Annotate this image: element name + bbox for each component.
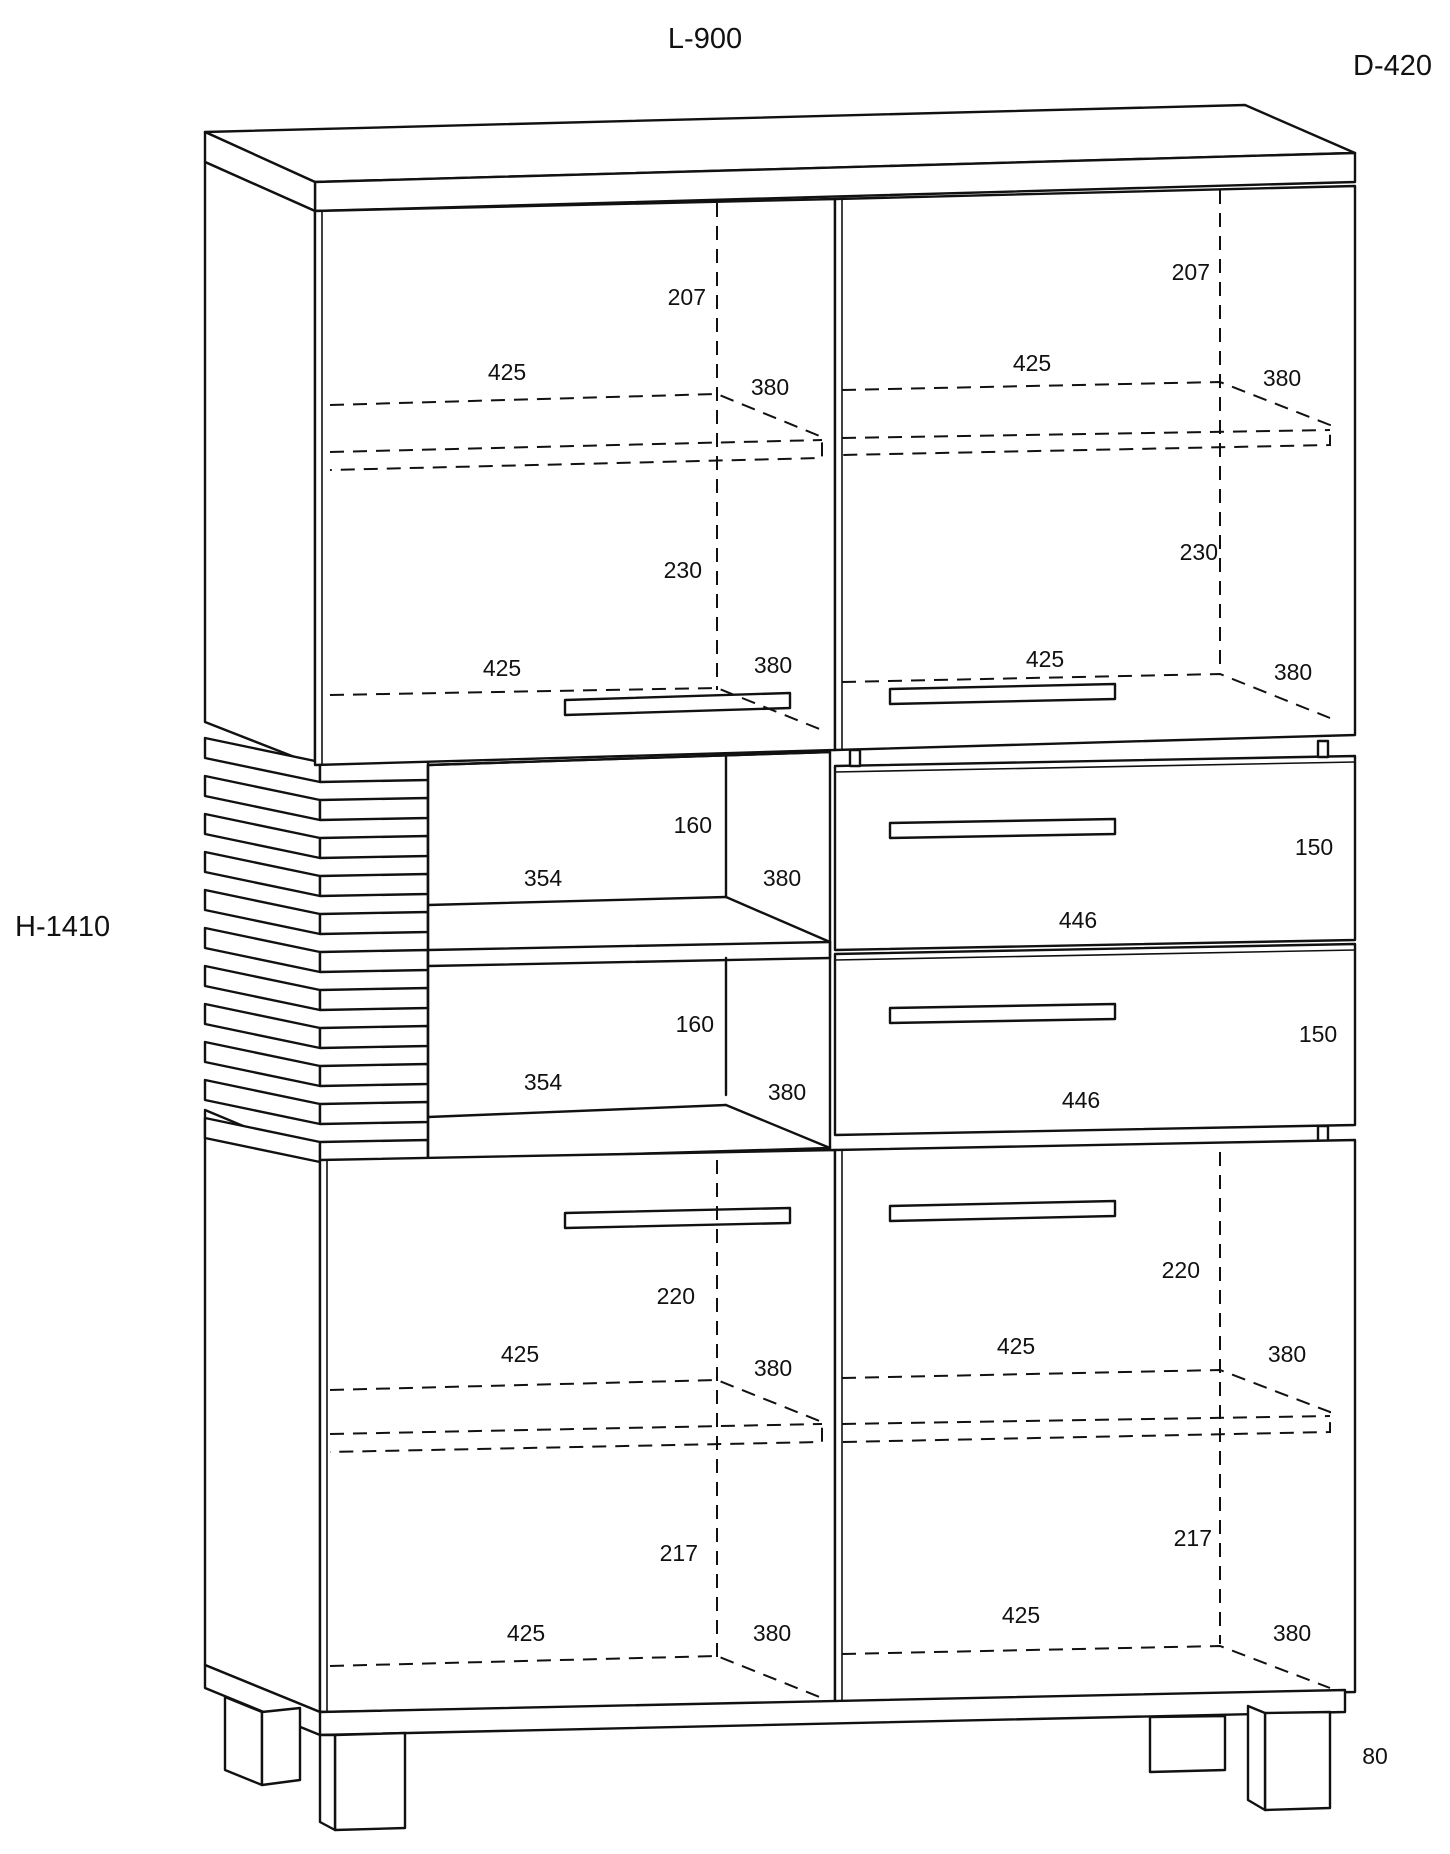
ur-shelf-width: 425 [1012, 350, 1052, 376]
ur-base-width: 425 [1025, 646, 1065, 672]
ur-top-height: 207 [1171, 259, 1210, 285]
slat-front [320, 950, 428, 972]
ul-shelf-depth: 380 [750, 374, 790, 400]
lr-top-height: 220 [1161, 1257, 1200, 1283]
ll-shelf-depth: 380 [753, 1355, 793, 1381]
height-label: H-1410 [15, 911, 111, 943]
open-upper-depth: 380 [762, 865, 802, 891]
slat-front [320, 988, 428, 1010]
slat-side [205, 966, 320, 1010]
slat-side [205, 852, 320, 896]
slat-side [205, 814, 320, 858]
slat-side [205, 890, 320, 934]
ur-bottom-height: 230 [1179, 539, 1218, 565]
leg-height-label: 80 [1362, 1743, 1388, 1769]
ur-shelf-depth: 380 [1262, 365, 1302, 391]
left-side-panel-lower [205, 1110, 320, 1712]
open-lower-depth: 380 [767, 1079, 807, 1105]
slat-side [205, 1042, 320, 1086]
open-upper-height: 160 [673, 812, 712, 838]
lr-shelf-depth: 380 [1267, 1341, 1307, 1367]
drawer-upper-height: 150 [1294, 834, 1334, 860]
lr-base-width: 425 [1001, 1602, 1041, 1628]
ul-top-height: 207 [667, 284, 706, 310]
lr-shelf-width: 425 [996, 1333, 1036, 1359]
slat-front [320, 1026, 428, 1048]
ul-base-width: 425 [482, 655, 522, 681]
drawer-lower-height: 150 [1298, 1021, 1338, 1047]
slat-front [320, 836, 428, 858]
slat-side [205, 928, 320, 972]
slat-side [205, 776, 320, 820]
drawer-lower-width: 446 [1061, 1087, 1101, 1113]
ul-base-depth: 380 [753, 652, 793, 678]
slat-side [205, 1004, 320, 1048]
open-lower-width: 354 [523, 1069, 563, 1095]
ll-bottom-height: 217 [659, 1540, 698, 1566]
slat-front [320, 798, 428, 820]
lr-bottom-height: 217 [1173, 1525, 1212, 1551]
ll-top-height: 220 [656, 1283, 695, 1309]
ll-base-depth: 380 [752, 1620, 792, 1646]
ul-shelf-width: 425 [487, 359, 527, 385]
upper-left-door [315, 199, 835, 765]
slat-front [320, 874, 428, 896]
open-upper-width: 354 [523, 865, 563, 891]
slat-front [320, 1064, 428, 1086]
depth-label: D-420 [1353, 50, 1432, 82]
open-lower-height: 160 [675, 1011, 714, 1037]
ul-bottom-height: 230 [663, 557, 702, 583]
lower-right-door [835, 1140, 1355, 1702]
ll-base-width: 425 [506, 1620, 546, 1646]
drawer-upper-width: 446 [1058, 907, 1098, 933]
ur-base-depth: 380 [1273, 659, 1313, 685]
slat-front [320, 1102, 428, 1124]
width-label: L-900 [667, 23, 743, 55]
lr-base-depth: 380 [1272, 1620, 1312, 1646]
ll-shelf-width: 425 [500, 1341, 540, 1367]
left-side-panel-upper [205, 162, 315, 765]
slat-front [320, 912, 428, 934]
slatted-side [205, 738, 428, 1162]
